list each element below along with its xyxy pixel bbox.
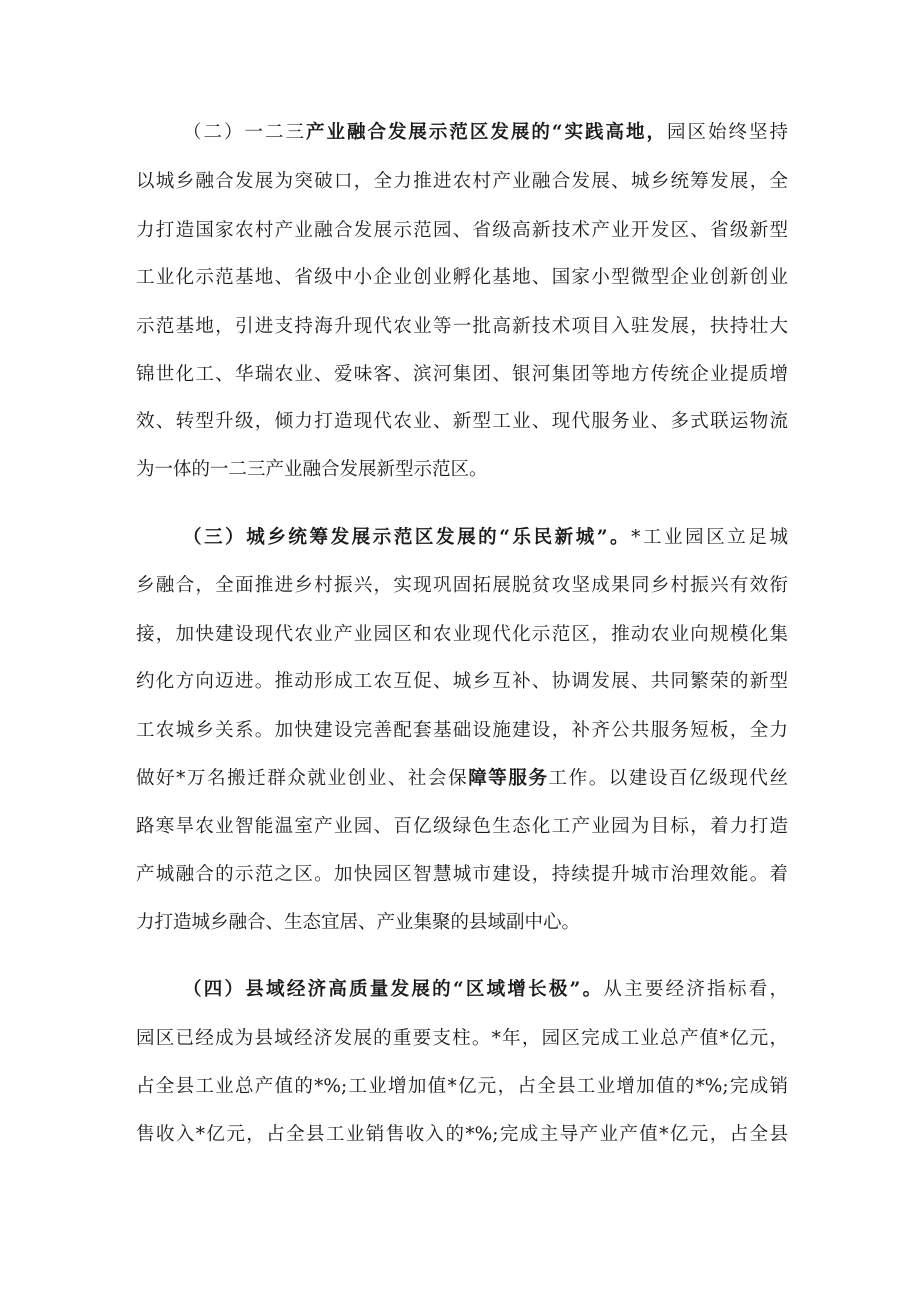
paragraph-3-line-9: 力打造城乡融合、生态宜居、产业集聚的县域副中心。: [136, 912, 581, 933]
paragraph-2-line-4: 工业化示范基地、省级中小企业创业孵化基地、国家小型微型企业创新创业: [136, 267, 788, 288]
text-run: 从主要经济指标看，: [603, 979, 788, 1000]
paragraph-2-line-5: 示范基地，引进支持海升现代农业等一批高新技术项目入驻发展，扶持壮大: [136, 316, 788, 337]
text-run: 园区始终坚持: [667, 122, 788, 143]
text-run: 工作。以建设百亿级现代丝: [548, 768, 788, 789]
bold-heading-run: （四）县域经济高质量发展的“区域增长极”。: [183, 979, 604, 1000]
paragraph-4-line-2: 园区已经成为县域经济发展的重要支柱。*年，园区完成工业总产值*亿元，: [136, 1028, 788, 1049]
paragraph-2-line-8: 为一体的一二三产业融合发展新型示范区。: [136, 459, 488, 480]
text-run: *工业园区立足城: [631, 527, 788, 548]
paragraph-2-line-2: 以城乡融合发展为突破口，全力推进农村产业融合发展、城乡统筹发展，全: [136, 171, 788, 192]
text-run: （二）一二三: [183, 122, 306, 143]
bold-run: 障等服务: [468, 768, 549, 789]
paragraph-4-line-4: 售收入*亿元，占全县工业销售收入的*%;完成主导产业产值*亿元，占全县: [136, 1124, 788, 1145]
bold-heading-run: 产业融合发展示范区发展的“实践高地，: [305, 122, 667, 143]
paragraph-2-line-1: [183, 113, 788, 153]
paragraph-4-line-3: 占全县工业总产值的*%;工业增加值*亿元，占全县工业增加值的*%;完成销: [136, 1076, 788, 1097]
text-run: 做好*万名搬迁群众就业创业、社会保: [136, 768, 469, 789]
paragraph-3-line-5: 工农城乡关系。加快建设完善配套基础设施建设，补齐公共服务短板，全力: [136, 720, 788, 741]
paragraph-3-line-8: 产城融合的示范之区。加快园区智慧城市建设，持续提升城市治理效能。着: [136, 864, 788, 885]
paragraph-3-line-3: 接，加快建设现代农业产业园区和农业现代化示范区，推动农业向规模化集: [136, 624, 788, 645]
paragraph-3-line-4: 约化方向迈进。推动形成工农互促、城乡互补、协调发展、共同繁荣的新型: [136, 671, 788, 692]
paragraph-3-line-7: 路寒旱农业智能温室产业园、百亿级绿色生态化工产业园为目标，着力打造: [136, 816, 788, 837]
paragraph-2-line-6: 锦世化工、华瑞农业、爱味客、滨河集团、银河集团等地方传统企业提质增: [136, 364, 788, 385]
paragraph-3-line-6: [136, 759, 788, 799]
paragraph-3-line-1: [183, 518, 788, 558]
paragraph-3-line-2: 乡融合，全面推进乡村振兴，实现巩固拓展脱贫攻坚成果同乡村振兴有效衔: [136, 575, 788, 596]
bold-heading-run: （三）城乡统筹发展示范区发展的“乐民新城”。: [183, 527, 632, 548]
paragraph-2-line-3: 力打造国家农村产业融合发展示范园、省级高新技术产业开发区、省级新型: [136, 220, 788, 241]
paragraph-4-line-1: [183, 970, 788, 1010]
paragraph-2-line-7: 效、转型升级，倾力打造现代农业、新型工业、现代服务业、多式联运物流: [136, 411, 788, 432]
